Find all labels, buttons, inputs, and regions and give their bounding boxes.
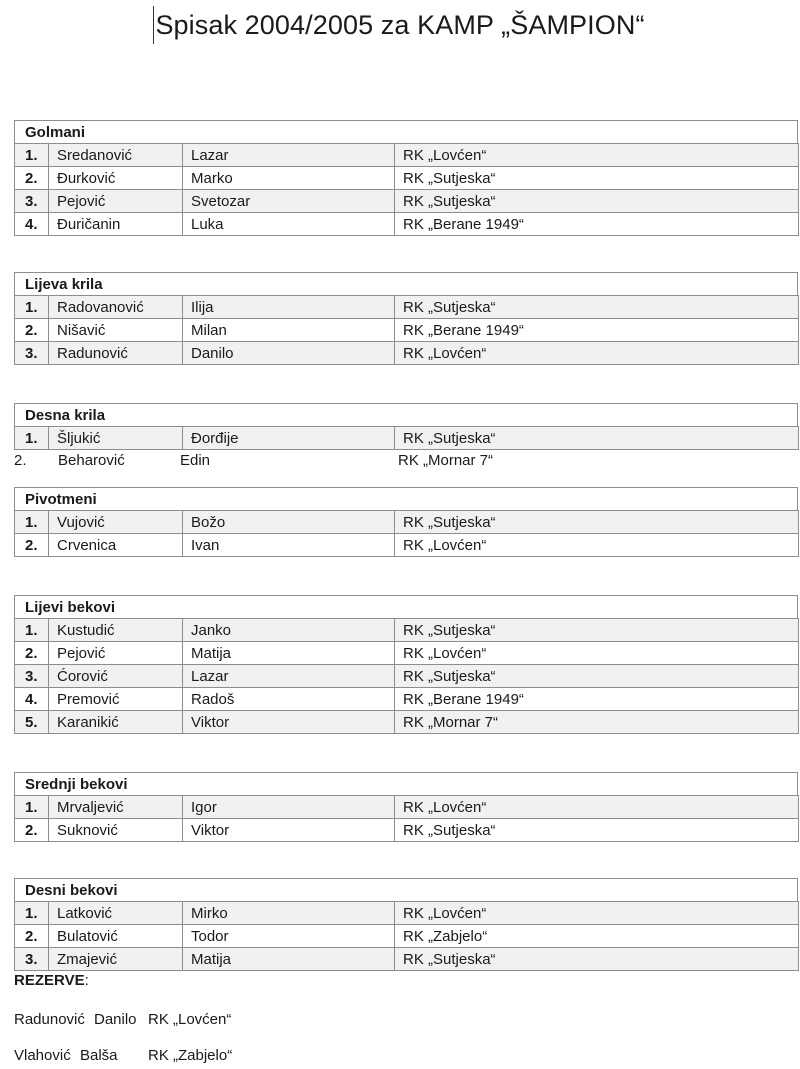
player-club: RK „Sutjeska“ bbox=[395, 619, 799, 642]
section-heading: Pivotmeni bbox=[14, 487, 798, 510]
player-club: RK „Zabjelo“ bbox=[395, 925, 799, 948]
table-row bbox=[15, 902, 799, 925]
reserve-club: RK „Zabjelo“ bbox=[148, 1047, 233, 1064]
page-title: Spisak 2004/2005 za KAMP „ŠAMPION“ bbox=[155, 10, 645, 40]
table-row bbox=[15, 427, 799, 450]
row-number: 1. bbox=[15, 511, 49, 534]
section-golmani bbox=[14, 120, 798, 236]
section-pivotmeni bbox=[14, 487, 798, 557]
section-lijevi-bekovi bbox=[14, 595, 798, 734]
player-surname: Suknović bbox=[49, 819, 183, 842]
row-number: 2. bbox=[15, 167, 49, 190]
player-club: RK „Sutjeska“ bbox=[395, 427, 799, 450]
reserves-label: REZERVE bbox=[14, 972, 85, 989]
player-first-name: Mirko bbox=[183, 902, 395, 925]
row-number: 3. bbox=[15, 665, 49, 688]
player-surname: Bulatović bbox=[49, 925, 183, 948]
player-club: RK „Sutjeska“ bbox=[395, 190, 799, 213]
roster-table bbox=[14, 795, 799, 842]
reserve-surname: Vlahović bbox=[14, 1047, 71, 1064]
table-row bbox=[15, 711, 799, 734]
player-surname: Pejović bbox=[49, 190, 183, 213]
table-row bbox=[15, 144, 799, 167]
section-srednji-bekovi bbox=[14, 772, 798, 842]
player-surname: Pejović bbox=[49, 642, 183, 665]
player-surname: Crvenica bbox=[49, 534, 183, 557]
player-club: RK „Berane 1949“ bbox=[395, 688, 799, 711]
player-first-name: Janko bbox=[183, 619, 395, 642]
table-row bbox=[15, 167, 799, 190]
row-number: 5. bbox=[15, 711, 49, 734]
player-club: RK „Lovćen“ bbox=[395, 144, 799, 167]
player-first-name: Todor bbox=[183, 925, 395, 948]
player-first-name: Viktor bbox=[183, 819, 395, 842]
row-number: 1. bbox=[15, 427, 49, 450]
section-heading: Lijeva krila bbox=[14, 272, 798, 295]
row-number: 4. bbox=[15, 213, 49, 236]
player-first-name: Milan bbox=[183, 319, 395, 342]
player-first-name: Igor bbox=[183, 796, 395, 819]
player-club: RK „Lovćen“ bbox=[395, 342, 799, 365]
row-number: 1. bbox=[15, 619, 49, 642]
reserve-entry bbox=[14, 1011, 414, 1031]
row-number: 3. bbox=[15, 948, 49, 971]
reserves-heading bbox=[14, 972, 89, 989]
player-first-name: Danilo bbox=[183, 342, 395, 365]
player-surname: Đuričanin bbox=[49, 213, 183, 236]
player-surname: Beharović bbox=[58, 452, 125, 469]
table-row bbox=[15, 296, 799, 319]
row-number: 3. bbox=[15, 190, 49, 213]
player-first-name: Božo bbox=[183, 511, 395, 534]
roster-table bbox=[14, 510, 799, 557]
player-first-name: Marko bbox=[183, 167, 395, 190]
row-number: 2. bbox=[15, 642, 49, 665]
player-first-name: Lazar bbox=[183, 665, 395, 688]
table-row bbox=[15, 819, 799, 842]
player-first-name: Ivan bbox=[183, 534, 395, 557]
table-row bbox=[15, 534, 799, 557]
player-surname: Vujović bbox=[49, 511, 183, 534]
reserve-club: RK „Lovćen“ bbox=[148, 1011, 232, 1028]
player-club: RK „Lovćen“ bbox=[395, 534, 799, 557]
player-surname: Karanikić bbox=[49, 711, 183, 734]
player-club: RK „Mornar 7“ bbox=[395, 711, 799, 734]
row-number: 2. bbox=[14, 452, 27, 469]
player-surname: Šljukić bbox=[49, 427, 183, 450]
player-surname: Nišavić bbox=[49, 319, 183, 342]
table-row bbox=[15, 190, 799, 213]
player-first-name: Luka bbox=[183, 213, 395, 236]
row-number: 2. bbox=[15, 319, 49, 342]
table-row bbox=[15, 213, 799, 236]
reserve-surname: Radunović bbox=[14, 1011, 85, 1028]
reserve-entry bbox=[14, 1047, 414, 1067]
roster-table bbox=[14, 618, 799, 734]
row-number: 2. bbox=[15, 925, 49, 948]
section-heading: Desna krila bbox=[14, 403, 798, 426]
player-first-name: Ilija bbox=[183, 296, 395, 319]
section-desni-bekovi bbox=[14, 878, 798, 971]
player-first-name: Lazar bbox=[183, 144, 395, 167]
player-club: RK „Mornar 7“ bbox=[398, 452, 494, 469]
player-club: RK „Sutjeska“ bbox=[395, 819, 799, 842]
section-desna-krila bbox=[14, 403, 798, 450]
player-first-name: Edin bbox=[180, 452, 211, 469]
roster-table bbox=[14, 426, 799, 450]
table-row bbox=[15, 619, 799, 642]
section-heading: Srednji bekovi bbox=[14, 772, 798, 795]
reserves-colon: : bbox=[84, 972, 89, 989]
player-club: RK „Lovćen“ bbox=[395, 642, 799, 665]
player-club: RK „Berane 1949“ bbox=[395, 213, 799, 236]
player-first-name: Viktor bbox=[183, 711, 395, 734]
player-surname: Ćorović bbox=[49, 665, 183, 688]
player-club: RK „Berane 1949“ bbox=[395, 319, 799, 342]
row-number: 2. bbox=[15, 819, 49, 842]
reserve-first-name: Balša bbox=[80, 1047, 118, 1064]
player-surname: Radunović bbox=[49, 342, 183, 365]
player-club: RK „Sutjeska“ bbox=[395, 296, 799, 319]
row-number: 2. bbox=[15, 534, 49, 557]
player-club: RK „Sutjeska“ bbox=[395, 511, 799, 534]
player-surname: Latković bbox=[49, 902, 183, 925]
section-lijeva-krila bbox=[14, 272, 798, 365]
player-first-name: Matija bbox=[183, 948, 395, 971]
roster-table bbox=[14, 901, 799, 971]
player-surname: Premović bbox=[49, 688, 183, 711]
player-surname: Kustudić bbox=[49, 619, 183, 642]
table-row bbox=[15, 796, 799, 819]
reserve-first-name: Danilo bbox=[94, 1011, 137, 1028]
player-club: RK „Lovćen“ bbox=[395, 796, 799, 819]
table-row bbox=[15, 665, 799, 688]
row-number: 1. bbox=[15, 144, 49, 167]
player-first-name: Đorđije bbox=[183, 427, 395, 450]
row-number: 4. bbox=[15, 688, 49, 711]
table-row bbox=[15, 925, 799, 948]
table-row bbox=[15, 642, 799, 665]
player-surname: Mrvaljević bbox=[49, 796, 183, 819]
row-number: 3. bbox=[15, 342, 49, 365]
section-heading: Lijevi bekovi bbox=[14, 595, 798, 618]
roster-table bbox=[14, 295, 799, 365]
player-first-name: Matija bbox=[183, 642, 395, 665]
roster-table bbox=[14, 143, 799, 236]
player-club: RK „Sutjeska“ bbox=[395, 167, 799, 190]
table-row bbox=[15, 688, 799, 711]
section-heading: Desni bekovi bbox=[14, 878, 798, 901]
row-number: 1. bbox=[15, 902, 49, 925]
player-club: RK „Lovćen“ bbox=[395, 902, 799, 925]
player-surname: Radovanović bbox=[49, 296, 183, 319]
row-number: 1. bbox=[15, 296, 49, 319]
player-first-name: Radoš bbox=[183, 688, 395, 711]
player-first-name: Svetozar bbox=[183, 190, 395, 213]
list-item bbox=[0, 450, 800, 472]
table-row bbox=[15, 511, 799, 534]
table-row bbox=[15, 342, 799, 365]
player-surname: Đurković bbox=[49, 167, 183, 190]
section-heading: Golmani bbox=[14, 120, 798, 143]
table-row bbox=[15, 319, 799, 342]
table-row bbox=[15, 948, 799, 971]
player-surname: Zmajević bbox=[49, 948, 183, 971]
row-number: 1. bbox=[15, 796, 49, 819]
player-club: RK „Sutjeska“ bbox=[395, 665, 799, 688]
player-surname: Sredanović bbox=[49, 144, 183, 167]
player-club: RK „Sutjeska“ bbox=[395, 948, 799, 971]
